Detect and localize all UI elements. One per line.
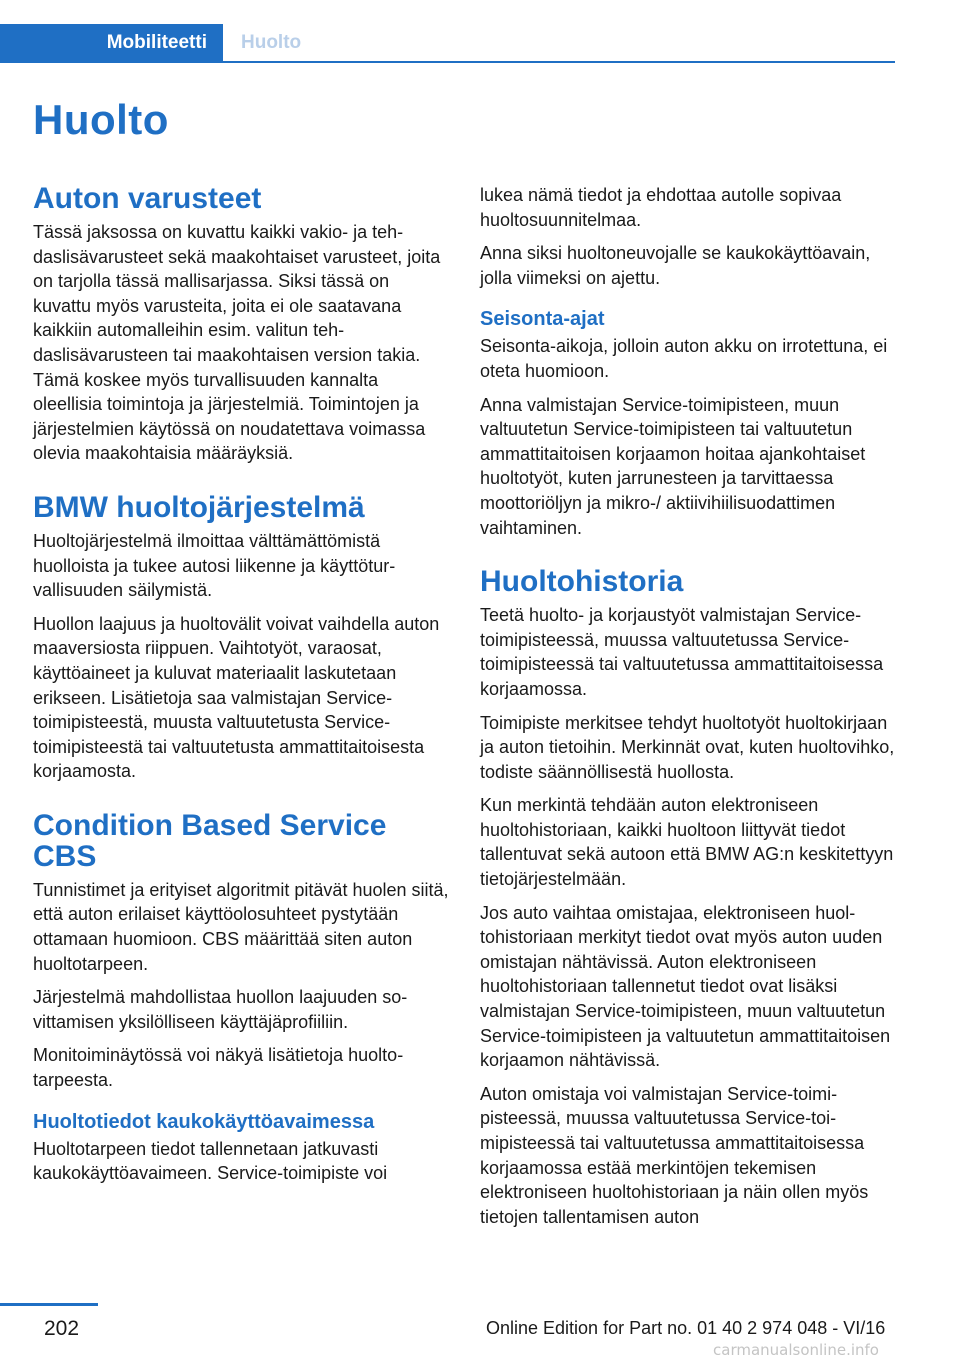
right-column	[480, 183, 896, 1238]
paragraph: Auton omistaja voi valmistajan Service-toimipisteessä, muussa valtuutetussa Service-toimipisteessä tai valtuutetussa ammattitaitoisessa korjaamossa estää merkintöjen tekemisen elektroniseen huoltohistoriaan ja näin ollen myös tietojen tallentamisen auton	[480, 1083, 869, 1227]
section-title-bmw-huoltojarjestelma: BMW huoltojärjestelmä	[33, 490, 365, 524]
paragraph: Huollon laajuus ja huoltovälit voivat vaihdella auton maaversiosta riippuen. Vaihtotyöt, varaosat, käyttöaineet ja kuluvat materiaalit laskutetaan erikseen. Lisätietoja saa valmistajan Service-toimipisteestä, muusta valtuutetusta Service-toimipisteestä tai valtuutetusta ammattitaitoisesta korjaamosta.	[33, 613, 440, 782]
paragraph: Kun merkintä tehdään auton elektroniseen huoltohistoriaan, kaikki huoltoon liittyvät tiedot tallentuvat sekä autoon että BMW AG:n keskitettyyn tietojärjestelmään.	[480, 795, 894, 890]
tab-huolto[interactable]	[223, 24, 301, 61]
paragraph: Jos auto vaihtaa omistajaa, elektroniseen huoltohistoriaan merkityt tiedot ovat myös auton uuden omistajan nähtävissä. Auton elektroniseen huoltohistoriaan tallennetut tiedot ovat lisäksi valmistajan Service-toimipisteen, muun valtuutetun Service-toimipisteen ja valtuutetun ammattitaitoisen korjaamon nähtävissä.	[480, 902, 891, 1071]
paragraph: Teetä huolto- ja korjaustyöt valmistajan Service-toimipisteessä, muussa valtuutetussa Service-toimipisteessä tai valtuutetussa ammattitaitoisessa korjaamossa.	[480, 605, 884, 699]
tab-label: Huolto	[241, 32, 302, 53]
left-column	[33, 183, 449, 1195]
page-number-rule	[0, 1303, 98, 1306]
header-tabbar	[0, 24, 895, 63]
paragraph: Monitoiminäytössä voi näkyä lisätietoja huoltotarpeesta.	[33, 1045, 404, 1091]
paragraph: Huoltotarpeen tiedot tallennetaan jatkuvasti kaukokäyttöavaimeen. Service-toimipiste voi	[33, 1138, 388, 1184]
paragraph: Anna valmistajan Service-toimipisteen, muun valtuutetun Service-toimipisteen tai valtuutetun ammattitaitoisen korjaamon hoitaa ajankohtaiset huoltotyöt, kuten jarrunesteen ja tarvittaessa moottoriöljyn ja mikro-/ aktiivihiilisuodattimen vaihtaminen.	[480, 394, 866, 538]
section-title-cbs: Condition Based Service CBS	[33, 808, 387, 873]
watermark: carmanualsonline.info	[713, 1341, 879, 1359]
page-number: 202	[44, 1317, 80, 1340]
section-title-huoltohistoria: Huoltohistoria	[480, 565, 684, 599]
subsection-title-huoltotiedot: Huoltotiedot kaukokäyttöavaimessa	[33, 1110, 375, 1133]
paragraph: lukea nämä tiedot ja ehdottaa autolle sopivaa huoltosuunnitelmaa.	[480, 185, 842, 230]
subsection-title-seisonta-ajat: Seisonta-ajat	[480, 308, 605, 331]
paragraph: Seisonta-aikoja, jolloin auton akku on irrotettuna, ei oteta huomioon.	[480, 336, 888, 381]
paragraph: Anna siksi huoltoneuvojalle se kaukokäyttöavain, jolla viimeksi on ajettu.	[480, 243, 871, 288]
paragraph: Huoltojärjestelmä ilmoittaa välttämättömistä huolloista ja tukee autosi liikenne ja käyttöturvallisuuden säilymistä.	[33, 530, 396, 601]
paragraph: Tässä jaksossa on kuvattu kaikki vakio- ja tehdaslisävarusteet sekä maakohtaiset varusteet, joita on tarjolla tässä mallisarjassa. Siksi tässä on kuvattu myös varusteita, joita ei ole saatavana kaikkiin automalleihin esim. valitun tehdaslisävarusteen tai maakohtaisen version takia. Tämä koskee myös turvallisuuden kannalta oleellisia toimintoja ja järjestelmiä. Toimintojen ja järjestelmien käytössä on noudatettava voimassa olevia maakohtaisia määräyksiä.	[33, 222, 441, 464]
paragraph: Toimipiste merkitsee tehdyt huoltotyöt huoltokirjaan ja auton tietoihin. Merkinnät ovat, kuten huoltovihko, todiste säännöllisestä huollosta.	[480, 712, 895, 782]
paragraph: Järjestelmä mahdollistaa huollon laajuuden sovittamisen yksilölliseen käyttäjäprofiiliin.	[33, 987, 408, 1032]
edition-footer: Online Edition for Part no. 01 40 2 974 048 - VI/16	[486, 1318, 886, 1338]
page-title: Huolto	[33, 96, 169, 143]
tab-label: Mobiliteetti	[106, 32, 207, 53]
tab-mobiliteetti[interactable]	[0, 24, 223, 61]
paragraph: Tunnistimet ja erityiset algoritmit pitävät huolen siitä, että auton erilaiset käyttöolosuhteet pystytään ottamaan huomioon. CBS määrittää siten auton huoltotarpeen.	[33, 879, 449, 974]
section-title-auton-varusteet: Auton varusteet	[33, 182, 262, 215]
